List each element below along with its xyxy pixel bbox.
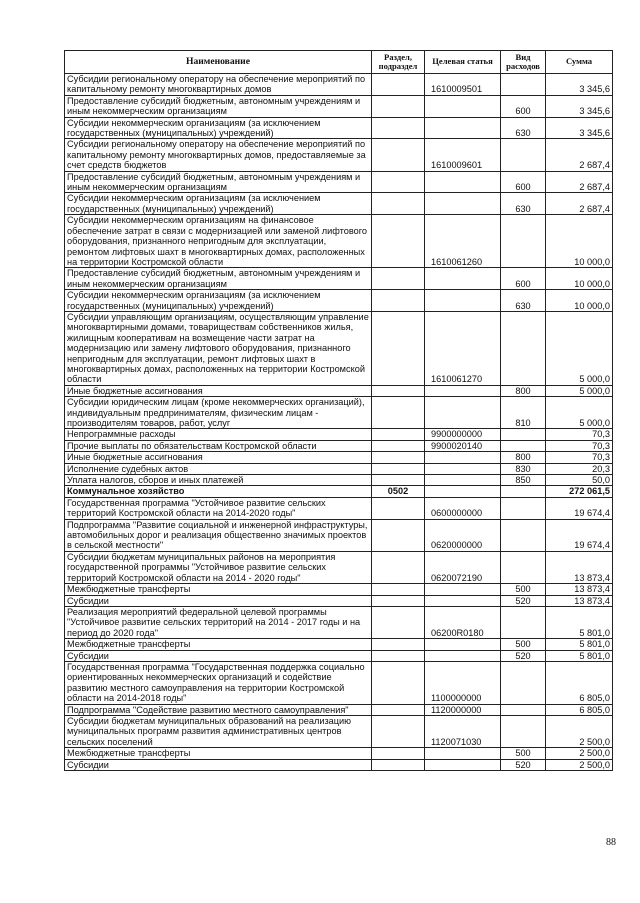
- row-razdel: [372, 704, 425, 715]
- row-name: Субсидии управляющим организациям, осуществляющим управление многоквартирными домами, товариществам собственников жилья, жилищным кооперативам на возмещение части затрат на модернизацию или замену лифтового оборудования, признанного непригодным для эксплуатации, ремонт лифтовых шахт в многоквартирных домах, расположенных на территории Костромской области: [65, 311, 372, 385]
- row-celevaya: 1610061260: [425, 215, 501, 268]
- row-summa: 3 345,6: [546, 95, 613, 117]
- row-vid: 500: [501, 584, 546, 595]
- row-razdel: [372, 95, 425, 117]
- row-celevaya: 0620072190: [425, 551, 501, 583]
- row-summa: 272 061,5: [546, 486, 613, 497]
- row-razdel: [372, 117, 425, 139]
- row-celevaya: 0620000000: [425, 519, 501, 551]
- row-vid: [501, 311, 546, 385]
- row-razdel: [372, 193, 425, 215]
- table-row: [65, 748, 613, 759]
- table-row: [65, 452, 613, 463]
- row-summa: 3 345,6: [546, 74, 613, 96]
- row-vid: 630: [501, 290, 546, 312]
- row-vid: [501, 74, 546, 96]
- row-summa: 5 801,0: [546, 606, 613, 638]
- table-row: [65, 595, 613, 606]
- row-celevaya: 1610009601: [425, 139, 501, 171]
- table-header-row: [65, 51, 613, 74]
- row-summa: 5 801,0: [546, 650, 613, 661]
- row-name: Коммунальное хозяйство: [65, 486, 372, 497]
- row-razdel: [372, 463, 425, 474]
- row-razdel: [372, 429, 425, 440]
- table-row: [65, 171, 613, 193]
- row-summa: 10 000,0: [546, 268, 613, 290]
- table-row: [65, 463, 613, 474]
- row-celevaya: 1610061270: [425, 311, 501, 385]
- row-summa: 3 345,6: [546, 117, 613, 139]
- row-name: Межбюджетные трансферты: [65, 748, 372, 759]
- row-summa: 19 674,4: [546, 497, 613, 519]
- row-razdel: [372, 171, 425, 193]
- table-row: [65, 551, 613, 583]
- row-summa: 70,3: [546, 452, 613, 463]
- row-vid: [501, 215, 546, 268]
- row-vid: 500: [501, 639, 546, 650]
- row-name: Непрограммные расходы: [65, 429, 372, 440]
- row-summa: 10 000,0: [546, 215, 613, 268]
- row-summa: 70,3: [546, 429, 613, 440]
- table-row: [65, 95, 613, 117]
- row-celevaya: [425, 595, 501, 606]
- budget-table: [64, 50, 613, 771]
- row-name: Государственная программа "Государственная поддержка социально ориентированных некоммерческих организаций и содействие развитию местного самоуправления на территории Костромской области на 2014-2018 годы": [65, 661, 372, 704]
- row-summa: 20,3: [546, 463, 613, 474]
- row-celevaya: 06200R0180: [425, 606, 501, 638]
- row-razdel: [372, 290, 425, 312]
- row-summa: 6 805,0: [546, 661, 613, 704]
- row-summa: 2 687,4: [546, 139, 613, 171]
- row-razdel: [372, 519, 425, 551]
- table-row: [65, 139, 613, 171]
- row-celevaya: [425, 117, 501, 139]
- row-vid: [501, 139, 546, 171]
- row-celevaya: [425, 748, 501, 759]
- row-name: Предоставление субсидий бюджетным, автономным учреждениям и иным некоммерческим организациям: [65, 268, 372, 290]
- row-name: Реализация мероприятий федеральной целевой программы "Устойчивое развитие сельских территорий на 2014 - 2017 годы и на период до 2020 года": [65, 606, 372, 638]
- table-row: [65, 650, 613, 661]
- row-name: Подпрограмма "Содействие развитию местного самоуправления": [65, 704, 372, 715]
- row-vid: 500: [501, 748, 546, 759]
- row-razdel: [372, 595, 425, 606]
- row-name: Прочие выплаты по обязательствам Костромской области: [65, 440, 372, 451]
- page-number: 88: [606, 837, 616, 848]
- row-celevaya: 1120000000: [425, 704, 501, 715]
- row-vid: [501, 606, 546, 638]
- row-summa: 13 873,4: [546, 551, 613, 583]
- table-row: [65, 429, 613, 440]
- table-row: [65, 715, 613, 747]
- row-vid: 600: [501, 268, 546, 290]
- row-vid: [501, 440, 546, 451]
- row-celevaya: [425, 452, 501, 463]
- row-celevaya: [425, 290, 501, 312]
- row-name: Субсидии: [65, 650, 372, 661]
- row-summa: 2 500,0: [546, 759, 613, 770]
- row-name: Предоставление субсидий бюджетным, автономным учреждениям и иным некоммерческим организациям: [65, 95, 372, 117]
- table-row: [65, 397, 613, 429]
- row-name: Субсидии региональному оператору на обеспечение мероприятий по капитальному ремонту многоквартирных домов, предоставляемые за счет средств бюджетов: [65, 139, 372, 171]
- table-row: [65, 584, 613, 595]
- row-summa: 5 801,0: [546, 639, 613, 650]
- row-celevaya: 1120071030: [425, 715, 501, 747]
- row-celevaya: [425, 584, 501, 595]
- table-row: [65, 639, 613, 650]
- table-row: [65, 661, 613, 704]
- table-row: [65, 74, 613, 96]
- table-row: [65, 486, 613, 497]
- row-vid: [501, 551, 546, 583]
- table-row: [65, 606, 613, 638]
- row-name: Исполнение судебных актов: [65, 463, 372, 474]
- table-row: [65, 497, 613, 519]
- row-name: Субсидии региональному оператору на обеспечение мероприятий по капитальному ремонту многоквартирных домов: [65, 74, 372, 96]
- row-vid: 600: [501, 95, 546, 117]
- table-row: [65, 215, 613, 268]
- header-name: Наименование: [65, 51, 372, 74]
- row-vid: 830: [501, 463, 546, 474]
- row-name: Субсидии некоммерческим организациям (за исключением государственных (муниципальных) учреждений): [65, 117, 372, 139]
- row-razdel: [372, 139, 425, 171]
- row-vid: 520: [501, 595, 546, 606]
- table-body: [65, 74, 613, 771]
- row-vid: 800: [501, 385, 546, 396]
- row-vid: 800: [501, 452, 546, 463]
- row-vid: [501, 661, 546, 704]
- table-row: [65, 519, 613, 551]
- row-razdel: [372, 215, 425, 268]
- row-name: Субсидии бюджетам муниципальных районов на мероприятия государственной программы "Устойчивое развитие сельских территорий Костромской области на 2014 - 2020 годы": [65, 551, 372, 583]
- row-name: Иные бюджетные ассигнования: [65, 385, 372, 396]
- table-row: [65, 311, 613, 385]
- row-vid: 600: [501, 171, 546, 193]
- table-row: [65, 475, 613, 486]
- row-name: Субсидии бюджетам муниципальных образований на реализацию муниципальных программ развития административных центров сельских поселений: [65, 715, 372, 747]
- row-name: Субсидии некоммерческим организациям (за исключением государственных (муниципальных) учреждений): [65, 193, 372, 215]
- row-vid: 520: [501, 650, 546, 661]
- table-row: [65, 385, 613, 396]
- row-name: Субсидии юридическим лицам (кроме некоммерческих организаций), индивидуальным предпринимателям, физическим лицам - производителям товаров, работ, услуг: [65, 397, 372, 429]
- row-vid: [501, 715, 546, 747]
- row-name: Уплата налогов, сборов и иных платежей: [65, 475, 372, 486]
- row-name: Подпрограмма "Развитие социальной и инженерной инфраструктуры, автомобильных дорог и реализация общественно значимых проектов в сельской местности": [65, 519, 372, 551]
- row-celevaya: [425, 385, 501, 396]
- row-razdel: [372, 440, 425, 451]
- row-name: Субсидии: [65, 595, 372, 606]
- row-celevaya: 9900000000: [425, 429, 501, 440]
- row-celevaya: 1100000000: [425, 661, 501, 704]
- row-razdel: [372, 74, 425, 96]
- row-razdel: [372, 385, 425, 396]
- row-razdel: [372, 639, 425, 650]
- row-vid: 850: [501, 475, 546, 486]
- row-razdel: [372, 584, 425, 595]
- table-row: [65, 290, 613, 312]
- row-celevaya: 1610009501: [425, 74, 501, 96]
- row-razdel: [372, 497, 425, 519]
- row-celevaya: [425, 95, 501, 117]
- row-summa: 70,3: [546, 440, 613, 451]
- row-celevaya: 0600000000: [425, 497, 501, 519]
- row-summa: 6 805,0: [546, 704, 613, 715]
- header-razdel: Раздел, подраздел: [372, 51, 425, 74]
- row-vid: [501, 429, 546, 440]
- row-vid: 630: [501, 117, 546, 139]
- row-summa: 2 500,0: [546, 748, 613, 759]
- row-celevaya: 9900020140: [425, 440, 501, 451]
- row-celevaya: [425, 486, 501, 497]
- row-vid: [501, 497, 546, 519]
- row-summa: 50,0: [546, 475, 613, 486]
- row-summa: 13 873,4: [546, 595, 613, 606]
- table-row: [65, 193, 613, 215]
- row-summa: 2 687,4: [546, 171, 613, 193]
- row-razdel: [372, 661, 425, 704]
- row-name: Субсидии некоммерческим организациям (за исключением государственных (муниципальных) учреждений): [65, 290, 372, 312]
- row-celevaya: [425, 397, 501, 429]
- row-razdel: [372, 748, 425, 759]
- row-name: Государственная программа "Устойчивое развитие сельских территорий Костромской области на 2014-2020 годы": [65, 497, 372, 519]
- row-razdel: [372, 715, 425, 747]
- row-celevaya: [425, 475, 501, 486]
- row-vid: 810: [501, 397, 546, 429]
- row-razdel: [372, 268, 425, 290]
- table-row: [65, 704, 613, 715]
- row-razdel: [372, 397, 425, 429]
- row-summa: 2 687,4: [546, 193, 613, 215]
- table-row: [65, 759, 613, 770]
- row-razdel: [372, 759, 425, 770]
- row-summa: 13 873,4: [546, 584, 613, 595]
- row-name: Межбюджетные трансферты: [65, 584, 372, 595]
- table-row: [65, 268, 613, 290]
- row-razdel: [372, 311, 425, 385]
- row-name: Субсидии: [65, 759, 372, 770]
- row-razdel: [372, 606, 425, 638]
- header-summa: Сумма: [546, 51, 613, 74]
- row-summa: 19 674,4: [546, 519, 613, 551]
- row-vid: [501, 486, 546, 497]
- table-row: [65, 440, 613, 451]
- row-summa: 5 000,0: [546, 311, 613, 385]
- row-razdel: [372, 475, 425, 486]
- row-razdel: [372, 650, 425, 661]
- row-celevaya: [425, 759, 501, 770]
- row-razdel: 0502: [372, 486, 425, 497]
- row-summa: 2 500,0: [546, 715, 613, 747]
- header-celevaya: Целевая статья: [425, 51, 501, 74]
- budget-table-sheet: [64, 50, 612, 771]
- header-vid: Вид расходов: [501, 51, 546, 74]
- row-celevaya: [425, 639, 501, 650]
- row-name: Межбюджетные трансферты: [65, 639, 372, 650]
- row-razdel: [372, 452, 425, 463]
- row-celevaya: [425, 193, 501, 215]
- row-summa: 5 000,0: [546, 385, 613, 396]
- table-row: [65, 117, 613, 139]
- row-summa: 5 000,0: [546, 397, 613, 429]
- row-summa: 10 000,0: [546, 290, 613, 312]
- row-vid: 630: [501, 193, 546, 215]
- row-celevaya: [425, 463, 501, 474]
- row-name: Предоставление субсидий бюджетным, автономным учреждениям и иным некоммерческим организациям: [65, 171, 372, 193]
- row-vid: [501, 519, 546, 551]
- row-razdel: [372, 551, 425, 583]
- row-name: Субсидии некоммерческим организациям на финансовое обеспечение затрат в связи с модернизацией или заменой лифтового оборудования, признанного непригодным для эксплуатации, ремонтом лифтовых шахт в многоквартирных домах, расположенных на территории Костромской области: [65, 215, 372, 268]
- row-vid: [501, 704, 546, 715]
- row-celevaya: [425, 171, 501, 193]
- row-vid: 520: [501, 759, 546, 770]
- row-celevaya: [425, 268, 501, 290]
- row-name: Иные бюджетные ассигнования: [65, 452, 372, 463]
- row-celevaya: [425, 650, 501, 661]
